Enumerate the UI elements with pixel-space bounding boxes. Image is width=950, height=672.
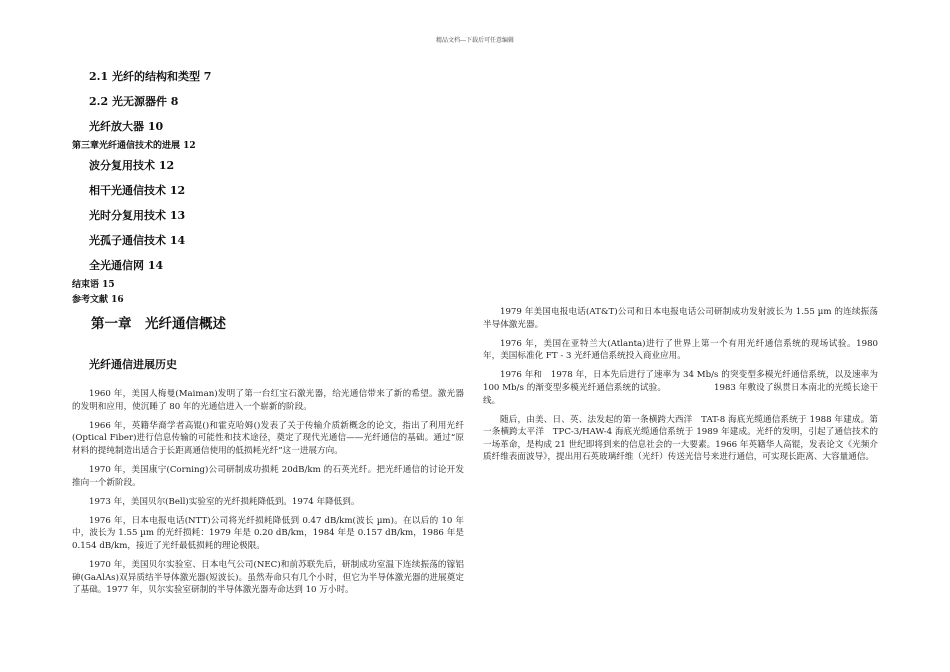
right-column <box>483 306 878 471</box>
paragraph: 1966 年，英籍华裔学者高锟()和霍克哈姆()发表了关于传输介质新概念的论文，指出了利用光纤(Optical Fiber)进行信息传输的可能性和技术途径，奠定了现代光通信——光纤通信的基础。通过“原材料的提纯制造出适合于长距离通信使用的低损耗光纤”这一进展方向。 <box>72 420 464 456</box>
toc-entry[interactable]: 参考文献 16 <box>72 295 124 305</box>
paragraph: 1970 年，美国贝尔实验室、日本电气公司(NEC)和前苏联先后，研制成功室温下连续振荡的镓铝砷(GaAlAs)双异质结半导体激光器(短波长)。虽然寿命只有几个小时，但它为半导体激光器的进展奠定了基础。1977 年，贝尔实验室研制的半导体激光器寿命达到 10 万小时。 <box>72 560 464 596</box>
toc-entry[interactable]: 全光通信网 14 <box>89 259 164 272</box>
paragraph: 1960 年，美国人梅曼(Maiman)发明了第一台红宝石激光器，给光通信带来了新的希望。激光器的发明和应用，使沉睡了 80 年的光通信进入一个崭新的阶段。 <box>72 389 464 412</box>
toc-entry[interactable]: 波分复用技术 12 <box>89 159 175 172</box>
section-title: 光纤通信进展历史 <box>89 358 177 371</box>
paragraph: 1970 年，美国康宁(Corning)公司研制成功损耗 20dB/km 的石英光纤。把光纤通信的讨论开发推向一个新阶段。 <box>72 464 464 488</box>
toc-entry[interactable]: 2.2 光无源器件 8 <box>89 95 179 108</box>
page-header: 精品文档---下载后可任意编辑 <box>435 37 515 44</box>
paragraph: 1976 年，美国在亚特兰大(Atlanta)进行了世界上第一个有用光纤通信系统的现场试验。1980 年，美国标准化 FT - 3 光纤通信系统投入商业应用。 <box>483 338 878 362</box>
toc-entry[interactable]: 相干光通信技术 12 <box>89 184 186 197</box>
left-column <box>72 388 464 603</box>
paragraph: 1979 年美国电报电话(AT&T)公司和日本电报电话公司研制成功发射波长为 1.55 µm 的连续振荡半导体激光器。 <box>483 307 878 330</box>
paragraph: 1976 年，日本电报电话(NTT)公司将光纤损耗降低到 0.47 dB/km(波长 µm)。在以后的 10 年中，波长为 1.55 µm 的光纤损耗：1979 年是 0.20 dB/km，1984 年是 0.157 dB/km，1986 年是 0.154 dB/km，接近了光纤最低损耗的理论极限。 <box>72 515 464 551</box>
paragraph: 1973 年，美国贝尔(Bell)实验室的光纤损耗降低到。1974 年降低到。 <box>89 496 360 507</box>
toc-entry[interactable]: 第三章光纤通信技术的进展 12 <box>72 141 196 151</box>
toc-entry[interactable]: 光孤子通信技术 14 <box>89 234 186 247</box>
chapter-title: 第一章 光纤通信概述 <box>91 316 226 332</box>
toc-entry[interactable]: 光时分复用技术 13 <box>89 209 186 222</box>
toc-entry[interactable]: 结束语 15 <box>72 280 115 290</box>
paragraph: 随后，由美、日、英、法发起的第一条横跨大西洋 TAT-8 海底光缆通信系统于 1988 年建成。第一条横跨太平洋 TPC-3/HAW-4 海底光缆通信系统于 1989 年建成。光纤的发明，引起了通信技术的一场革命，是构成 21 世纪即将到来的信息社会的一大要素。1966 年英籍华人高锟，发表论文《光频介质纤维表面波导》，提出用石英玻璃纤维（光纤）传送光信号来进行通信，可实现长距离、大容量通信。 <box>483 414 878 463</box>
toc-entry[interactable]: 2.1 光纤的结构和类型 7 <box>89 70 212 83</box>
toc-entry[interactable]: 光纤放大器 10 <box>89 120 164 133</box>
paragraph: 1976 年和 1978 年，日本先后进行了速率为 34 Mb/s 的突变型多模光纤通信系统，以及速率为 100 Mb/s 的渐变型多模光纤通信系统的试验。 1983 年敷设了纵贯日本南北的光缆长途干线。 <box>483 370 878 406</box>
